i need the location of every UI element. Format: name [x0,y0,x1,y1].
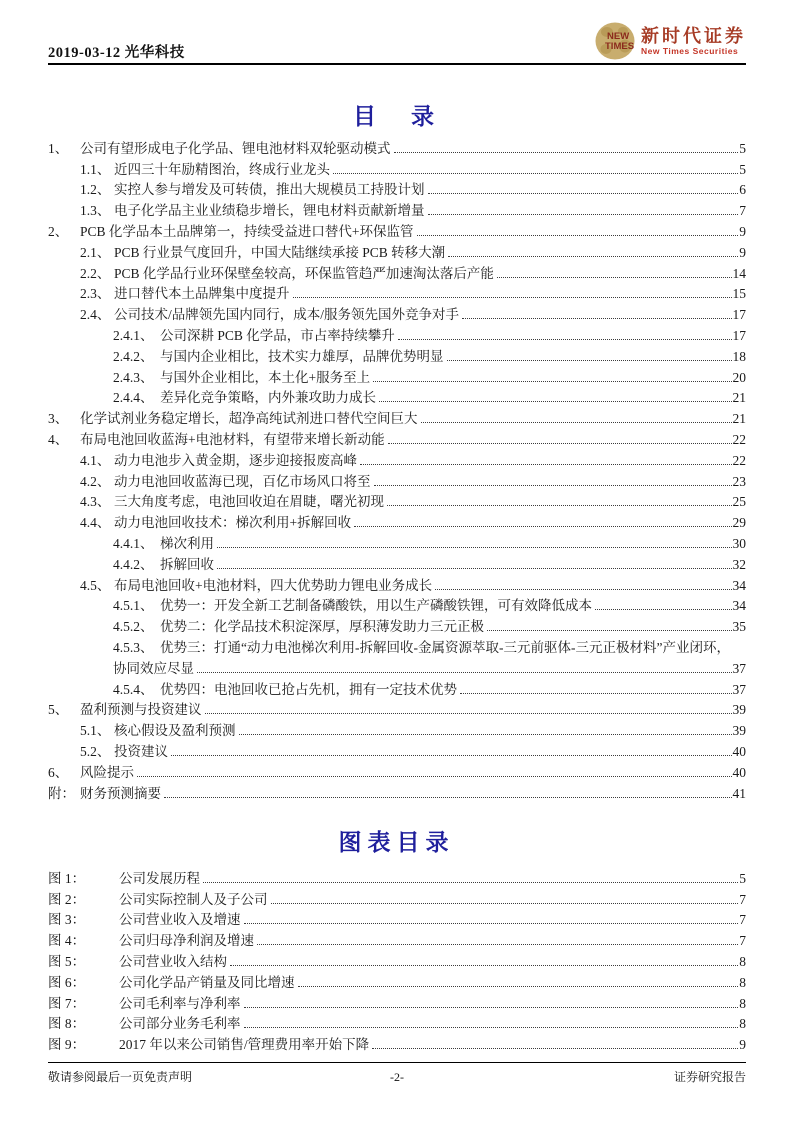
toc-entry [48,448,746,469]
globe-text-times: TIMES [605,41,635,52]
entry-title: 公司营业收入结构 [119,953,227,969]
footer-report-type: 证券研究报告 [674,1070,747,1084]
entry-page-number: 21 [732,411,746,427]
entry-title: 优势四：电池回收已抢占先机，拥有一定技术优势 [160,681,457,697]
toc-entry [48,760,746,781]
entry-title: 布局电池回收蓝海+电池材料，有望带来增长新动能 [80,431,385,447]
toc-entry [48,718,746,739]
dot-leader [374,485,732,486]
dot-leader [197,672,732,673]
entry-title: 优势二：化学品技术积淀深厚，厚积薄发助力三元正极 [160,619,484,635]
toc-entry [48,614,746,635]
dot-leader [230,965,738,966]
entry-number: 2.4.3、 [113,369,154,385]
entry-number: 4.2、 [80,473,111,489]
entry-title: 公司归母净利润及增速 [119,933,254,949]
entry-page-number: 17 [732,327,746,343]
dot-leader [388,443,732,444]
brand-name-chinese: 新时代证券 [641,25,746,46]
footer-disclaimer: 敬请参阅最后一页免责声明 [48,1070,193,1084]
dot-leader [217,547,732,548]
entry-title: 与国内企业相比，技术实力雄厚，品牌优势明显 [160,348,444,364]
globe-logo-icon [595,22,635,60]
entry-number: 附： [48,785,75,801]
entry-number: 图 4： [48,933,86,949]
entry-number: 2.4.2、 [113,348,154,364]
entry-page-number: 7 [739,891,746,907]
toc-entry [48,866,746,887]
entry-number: 4.4.2、 [113,556,154,572]
entry-number: 图 8： [48,1016,86,1032]
toc-entry [48,490,746,511]
entry-page-number: 7 [739,912,746,928]
entry-title: 实控人参与增发及可转债，推出大规模员工持股计划 [114,182,425,198]
entry-title: 电子化学品主业业绩稳步增长，锂电材料贡献新增量 [114,203,425,219]
entry-page-number: 6 [739,182,746,198]
entry-title: 盈利预测与投资建议 [80,702,202,718]
entry-page-number: 30 [732,535,746,551]
entry-title: 公司发展历程 [119,870,200,886]
entry-title: 近四三十年励精图治，终成行业龙头 [114,161,330,177]
entry-title: 动力电池回收蓝海已现，百亿市场风口将至 [114,473,371,489]
entry-number: 2.4.1、 [113,327,154,343]
entry-page-number: 37 [732,660,746,676]
toc-entry [48,594,746,615]
entry-page-number: 17 [732,307,746,323]
figure-list-heading: 图表目录 [338,830,455,855]
toc-entry [48,427,746,448]
entry-title: 核心假设及盈利预测 [114,723,236,739]
entry-page-number: 23 [732,473,746,489]
toc-entry [48,739,746,760]
entry-page-number: 32 [732,556,746,572]
entry-number: 图 9： [48,1037,86,1053]
entry-page-number: 39 [732,702,746,718]
entry-page-number: 40 [732,743,746,759]
dot-leader [417,235,739,236]
entry-page-number: 40 [732,764,746,780]
dot-leader [428,214,739,215]
entry-page-number: 18 [732,348,746,364]
entry-page-number: 7 [739,203,746,219]
dot-leader [435,589,731,590]
page-footer [48,1068,746,1085]
entry-title: 公司营业收入及增速 [119,912,241,928]
entry-title: PCB 行业景气度回升，中国大陆继续承接 PCB 转移大潮 [114,244,446,260]
dot-leader [447,360,732,361]
entry-page-number: 35 [732,619,746,635]
entry-page-number: 39 [732,723,746,739]
entry-number: 图 5： [48,953,86,969]
entry-number: 5、 [48,702,69,718]
entry-number: 2、 [48,223,69,239]
report-date-company: 2019-03-12 光华科技 [48,45,185,61]
entry-page-number: 22 [732,452,746,468]
entry-title: 公司技术/品牌领先国内同行，成本/服务领先国外竞争对手 [114,307,460,323]
entry-number: 3、 [48,411,69,427]
entry-number: 4.4.1、 [113,535,154,551]
entry-title: 公司有望形成电子化学品、锂电池材料双轮驱动模式 [80,140,391,156]
toc-entry [48,178,746,199]
entry-number: 4.4、 [80,515,111,531]
entry-page-number: 8 [739,953,746,969]
entry-page-number: 9 [739,223,746,239]
footer-divider [48,1062,746,1063]
entry-number: 1.2、 [80,182,111,198]
dot-leader [205,713,732,714]
entry-title: 风险提示 [80,764,134,780]
entry-page-number: 5 [739,140,746,156]
entry-number: 图 1： [48,870,86,886]
entry-page-number: 34 [732,577,746,593]
dot-leader [360,464,732,465]
entry-number: 1、 [48,140,69,156]
entry-title: 化学试剂业务稳定增长，超净高纯试剂进口替代空间巨大 [80,411,418,427]
entry-number: 4.5.1、 [113,598,154,614]
header-divider [48,63,746,65]
entry-title-continued: 协同效应尽显 [113,660,194,676]
dot-leader [217,568,732,569]
entry-page-number: 22 [732,431,746,447]
entry-title: 动力电池步入黄金期，逐步迎接报废高峰 [114,452,357,468]
toc-entry [48,677,746,698]
toc-entry [48,552,746,573]
toc-entry [48,157,746,178]
toc-entry [48,573,746,594]
toc-entry [48,302,746,323]
entry-number: 1.1、 [80,161,111,177]
toc-entry [48,991,746,1012]
entry-title: 公司部分业务毛利率 [119,1016,241,1032]
entry-number: 2.4.4、 [113,390,154,406]
toc-entry [48,198,746,219]
dot-leader [333,173,738,174]
dot-leader [298,986,739,987]
entry-number: 2.4、 [80,307,111,323]
toc-entry [48,928,746,949]
entry-number: 4.5.4、 [113,681,154,697]
dot-leader [398,339,732,340]
dot-leader [448,256,738,257]
dot-leader [379,401,732,402]
entry-title: 公司实际控制人及子公司 [119,891,268,907]
entry-title: 差异化竞争策略，内外兼攻助力成长 [160,390,376,406]
entry-page-number: 8 [739,1016,746,1032]
entry-title: 进口替代本土品牌集中度提升 [114,286,290,302]
entry-number: 图 3： [48,912,86,928]
toc-entry [48,469,746,490]
entry-page-number: 7 [739,933,746,949]
toc-entry [48,1012,746,1033]
entry-number: 5.1、 [80,723,111,739]
dot-leader [244,1027,739,1028]
dot-leader [487,630,732,631]
entry-title: 财务预测摘要 [80,785,161,801]
toc-entry [48,261,746,282]
dot-leader [595,609,732,610]
entry-page-number: 29 [732,515,746,531]
entry-title: 与国外企业相比，本土化+服务至上 [160,369,371,385]
footer-page-number: -2- [390,1070,404,1084]
entry-page-number: 14 [732,265,746,281]
toc-entry [48,386,746,407]
dot-leader [271,903,739,904]
entry-page-number: 21 [732,390,746,406]
entry-page-number: 9 [739,1037,746,1053]
globe-text-new: NEW [607,31,630,42]
toc-entry [48,344,746,365]
dot-leader [171,755,732,756]
entry-number: 图 6： [48,974,86,990]
toc-entry [48,240,746,261]
toc-entry-continuation [48,656,746,677]
entry-title: 公司化学品产销量及同比增速 [119,974,295,990]
entry-title: 布局电池回收+电池材料，四大优势助力锂电业务成长 [114,577,433,593]
entry-number: 4、 [48,431,69,447]
entry-number: 2.1、 [80,244,111,260]
toc-entry [48,406,746,427]
entry-page-number: 5 [739,870,746,886]
dot-leader [387,505,732,506]
entry-title: 公司深耕 PCB 化学品，市占率持续攀升 [160,327,395,343]
entry-page-number: 15 [732,286,746,302]
toc-entry [48,219,746,240]
entry-page-number: 20 [732,369,746,385]
toc-entry [48,136,746,157]
entry-number: 4.5.3、 [113,639,154,655]
dot-leader [293,297,732,298]
entry-number: 6、 [48,764,69,780]
dot-leader [244,1007,739,1008]
toc-list [48,136,746,802]
dot-leader [257,944,738,945]
entry-number: 5.2、 [80,743,111,759]
entry-page-number: 5 [739,161,746,177]
toc-entry [48,970,746,991]
toc-entry [48,908,746,929]
entry-number: 2.3、 [80,286,111,302]
entry-number: 4.5.2、 [113,619,154,635]
toc-entry [48,510,746,531]
dot-leader [137,776,732,777]
dot-leader [373,381,731,382]
toc-entry [48,887,746,908]
entry-title: 公司毛利率与净利率 [119,995,241,1011]
dot-leader [428,193,739,194]
entry-title: 动力电池回收技术：梯次利用+拆解回收 [114,515,352,531]
brand-name-english: New Times Securities [641,45,739,56]
dot-leader [421,422,732,423]
entry-number: 4.3、 [80,494,111,510]
dot-leader [462,318,731,319]
entry-number: 4.5、 [80,577,111,593]
dot-leader [354,526,731,527]
entry-title: 2017 年以来公司销售/管理费用率开始下降 [119,1037,370,1053]
dot-leader [497,277,732,278]
entry-page-number: 37 [732,681,746,697]
entry-title: 优势一：开发全新工艺制备磷酸铁，用以生产磷酸铁锂，可有效降低成本 [160,598,592,614]
entry-page-number: 41 [732,785,746,801]
toc-entry [48,698,746,719]
dot-leader [203,882,738,883]
entry-title: 梯次利用 [160,535,214,551]
entry-title: PCB 化学品行业环保壁垒较高，环保监管趋严加速淘汰落后产能 [114,265,494,281]
toc-entry [48,949,746,970]
entry-title: 拆解回收 [160,556,214,572]
entry-title: 投资建议 [114,743,168,759]
entry-page-number: 8 [739,995,746,1011]
dot-leader [394,152,739,153]
entry-title: 三大角度考虑，电池回收迫在眉睫，曙光初现 [114,494,384,510]
toc-entry [48,1032,746,1053]
entry-number: 图 7： [48,995,86,1011]
entry-page-number: 34 [732,598,746,614]
entry-page-number: 9 [739,244,746,260]
entry-title: 优势三：打通“动力电池梯次利用-拆解回收-金属资源萃取-三元前驱体-三元正极材料”产业闭环， [160,639,730,655]
brand-names [641,26,746,57]
toc-entry [48,282,746,303]
dot-leader [239,734,732,735]
dot-leader [244,923,739,924]
entry-page-number: 25 [732,494,746,510]
toc-entry [48,781,746,802]
entry-number: 1.3、 [80,203,111,219]
dot-leader [372,1048,738,1049]
entry-page-number: 8 [739,974,746,990]
toc-entry [48,635,746,656]
toc-entry [48,323,746,344]
toc-entry [48,531,746,552]
brand-logo [595,22,746,60]
figure-list [48,866,746,1053]
toc-heading: 目 录 [353,104,440,129]
entry-number: 2.2、 [80,265,111,281]
dot-leader [164,797,732,798]
entry-number: 4.1、 [80,452,111,468]
entry-title: PCB 化学品本土品牌第一，持续受益进口替代+环保监管 [80,223,414,239]
entry-number: 图 2： [48,891,86,907]
dot-leader [460,693,732,694]
page-header [48,20,746,64]
toc-entry [48,365,746,386]
